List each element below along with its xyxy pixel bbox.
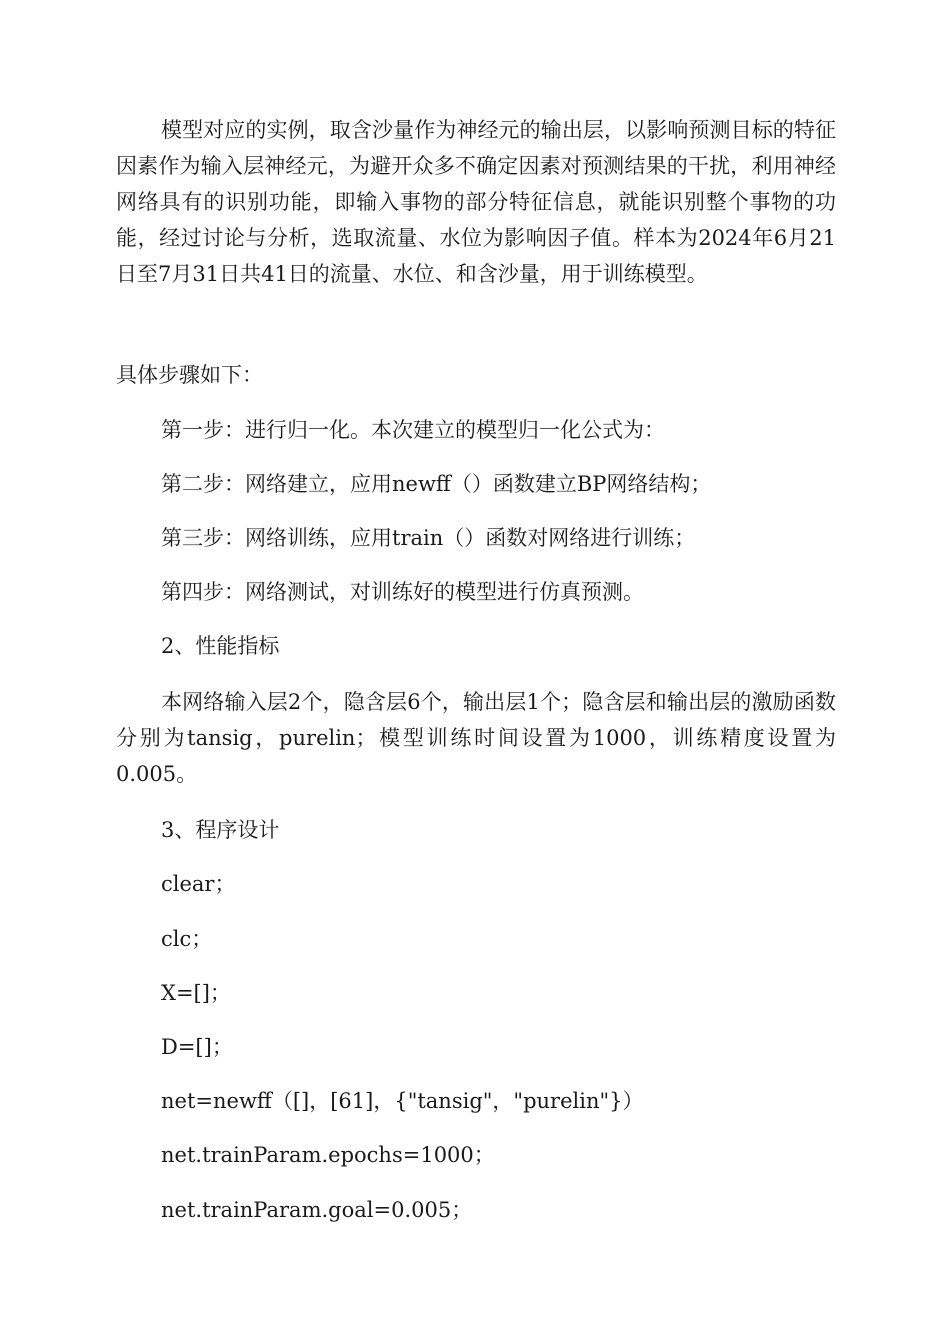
step-3: 第三步：网络训练，应用train（）函数对网络进行训练；	[161, 526, 696, 550]
code-line: D=[]；	[161, 1035, 233, 1059]
step-4: 第四步：网络测试，对训练好的模型进行仿真预测。	[161, 580, 644, 604]
code-line: net=newff（[]，[61]，{"tansig"，"purelin"}）	[161, 1089, 644, 1113]
code-line: clc；	[161, 927, 213, 951]
code-line: X=[]；	[161, 981, 231, 1005]
intro-paragraph: 模型对应的实例，取含沙量作为神经元的输出层，以影响预测目标的特征因素作为输入层神经元，为避开众多不确定因素对预测结果的干扰，利用神经网络具有的识别功能，即输入事物的部分特征信息，就能识别整个事物的功能，经过讨论与分析，选取流量、水位为影响因子值。样本为2024年6月21日至7月31日共41日的流量、水位、和含沙量，用于训练模型。	[116, 118, 836, 286]
section-3-heading: 3、程序设计	[161, 818, 280, 842]
step-1: 第一步：进行归一化。本次建立的模型归一化公式为：	[161, 418, 665, 442]
code-line: clear；	[161, 872, 236, 896]
code-line: net.trainParam.epochs=1000；	[161, 1143, 495, 1167]
section-2-paragraph: 本网络输入层2个，隐含层6个，输出层1个；隐含层和输出层的激励函数分别为tansig，purelin；模型训练时间设置为1000，训练精度设置为0.005。	[116, 690, 836, 786]
steps-heading: 具体步骤如下：	[116, 363, 263, 387]
section-2-heading: 2、性能指标	[161, 634, 280, 658]
step-2: 第二步：网络建立，应用newff（）函数建立BP网络结构；	[161, 472, 712, 496]
code-line: net.trainParam.goal=0.005；	[161, 1198, 473, 1222]
